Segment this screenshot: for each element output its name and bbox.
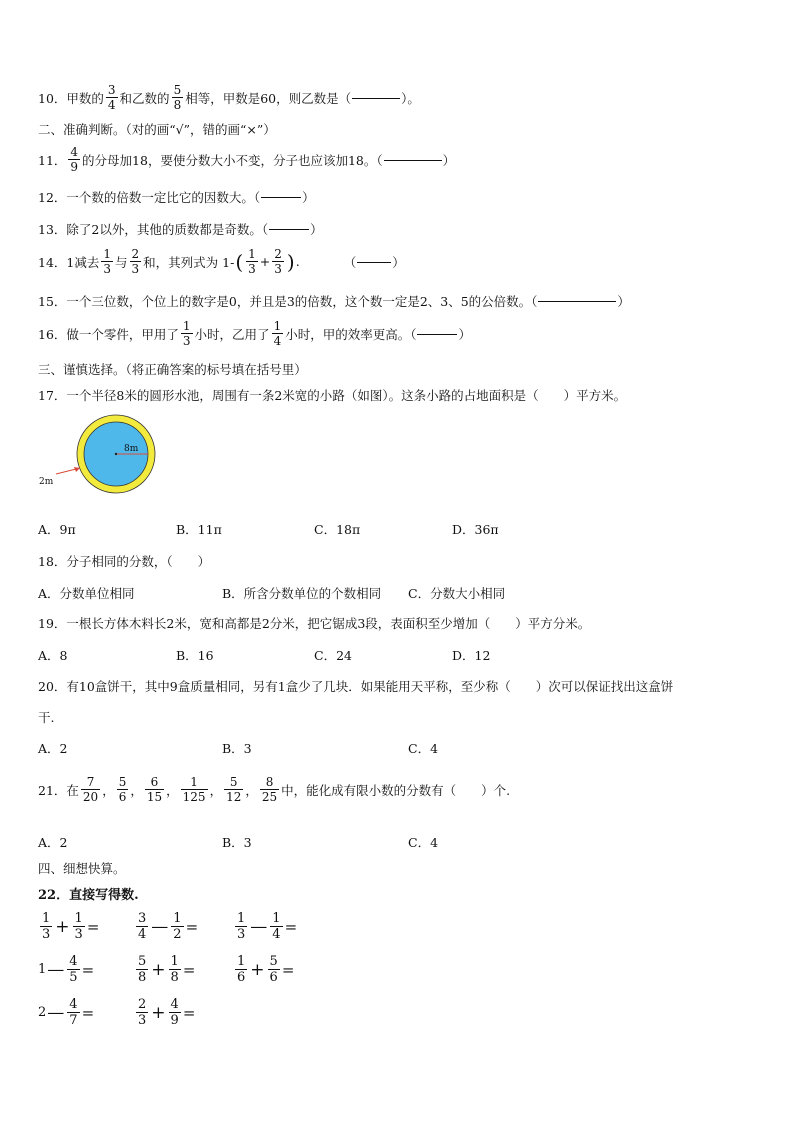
fraction: $\frac{1}{3}$	[103, 247, 111, 276]
option-c[interactable]: C．分数大小相同	[408, 586, 506, 601]
question-18: 18．分子相同的分数，（ ）	[38, 554, 211, 569]
fraction: $\frac{1}{8}$	[170, 954, 179, 985]
option-c[interactable]: C．4	[408, 835, 439, 850]
fraction: $\frac{7}{20}$	[82, 775, 99, 804]
fraction: $\frac{3}{4}$	[138, 911, 147, 942]
answer-blank[interactable]	[357, 261, 391, 263]
fraction: $\frac{4}{5}$	[69, 954, 78, 985]
fraction: $\frac{1}{3}$	[42, 911, 51, 942]
question-21: 21．在 $\frac{7}{20}$ ， $\frac{5}{6}$ ， $\frac{6}{15}$ ， $\frac{1}{125}$ ， $\frac{5}{12}$ ， $\frac{8}{25}$ 中，能化成有限小数的分数有（ ）个.	[38, 775, 511, 804]
question-19: 19．一根长方体木料长2米，宽和高都是2分米，把它锯成3段，表面积至少增加（ ）平方分米。	[38, 616, 591, 631]
question-20-cont: 干.	[38, 710, 55, 725]
option-d[interactable]: D．12	[452, 648, 491, 663]
option-b[interactable]: B．3	[222, 741, 252, 756]
calc-item: $\frac{3}{4}$ — $\frac{1}{2}$ =	[138, 911, 199, 942]
pool-diagram	[36, 414, 166, 494]
question-16: 16．做一个零件，甲用了 $\frac{1}{3}$ 小时，乙用了 $\frac{1}{4}$ 小时，甲的效率更高。（ ）	[38, 319, 471, 348]
option-c[interactable]: C．24	[314, 648, 352, 663]
fraction: $\frac{5}{12}$	[226, 775, 242, 804]
question-11: 11． $\frac{4}{9}$ 的分母加18，要使分数大小不变，分子也应该加18。（ ）	[38, 145, 456, 174]
question-10: 10．甲数的 $\frac{3}{4}$ 和乙数的 $\frac{5}{8}$ 相等，甲数是60，则乙数是（ ）。	[38, 83, 420, 112]
question-13: 13．除了2以外，其他的质数都是奇数。（ ）	[38, 222, 323, 237]
fraction: $\frac{1}{125}$	[182, 775, 206, 804]
option-b[interactable]: B．16	[176, 648, 214, 663]
calc-item: $\frac{1}{3}$ + $\frac{1}{3}$ =	[42, 911, 100, 942]
option-b[interactable]: B．3	[222, 835, 252, 850]
answer-blank[interactable]	[352, 97, 400, 99]
calc-item: $\frac{1}{3}$ — $\frac{1}{4}$ =	[237, 911, 298, 942]
question-14: 14．1减去 $\frac{1}{3}$ 与 $\frac{2}{3}$ 和，其列式为 1- ( $\frac{1}{3}$ + $\frac{2}{3}$ ) . （ ）	[38, 247, 405, 276]
fraction: $\frac{1}{3}$	[237, 911, 246, 942]
fraction: $\frac{1}{2}$	[173, 911, 182, 942]
calc-item: 1 — $\frac{4}{5}$ =	[38, 954, 95, 985]
fraction: $\frac{2}{3}$	[131, 247, 140, 276]
option-a[interactable]: A．9π	[38, 522, 76, 537]
option-a[interactable]: A．分数单位相同	[38, 586, 135, 601]
fraction: $\frac{1}{3}$	[248, 247, 256, 276]
question-12: 12．一个数的倍数一定比它的因数大。（ ）	[38, 190, 315, 205]
option-a[interactable]: A．2	[38, 741, 68, 756]
answer-blank[interactable]	[538, 300, 616, 302]
fraction: $\frac{5}{8}$	[138, 954, 147, 985]
question-22-title: 22．直接写得数.	[38, 888, 139, 903]
fraction: $\frac{4}{9}$	[70, 145, 79, 174]
fraction: $\frac{1}{4}$	[272, 911, 281, 942]
question-17: 17．一个半径8米的圆形水池，周围有一条2米宽的小路（如图）。这条小路的占地面积是（ ）平方米。	[38, 388, 627, 403]
section-4-title: 四、细想快算。	[38, 861, 126, 876]
fraction: $\frac{5}{8}$	[173, 83, 182, 112]
option-d[interactable]: D．36π	[452, 522, 499, 537]
option-a[interactable]: A．2	[38, 835, 68, 850]
answer-blank[interactable]	[384, 159, 442, 161]
fraction: $\frac{2}{3}$	[274, 247, 282, 276]
question-20: 20．有10盒饼干，其中9盒质量相同，另有1盒少了几块．如果能用天平称，至少称（ ）次可以保证找出这盒饼	[38, 679, 674, 694]
fraction: $\frac{1}{3}$	[182, 319, 191, 348]
answer-blank[interactable]	[417, 333, 457, 335]
fraction: $\frac{6}{15}$	[146, 775, 163, 804]
option-a[interactable]: A．8	[38, 648, 68, 663]
fraction: $\frac{5}{6}$	[118, 775, 127, 804]
answer-blank[interactable]	[261, 196, 301, 198]
fraction: $\frac{1}{3}$	[74, 911, 83, 942]
option-c[interactable]: C．18π	[314, 522, 361, 537]
fraction: $\frac{8}{25}$	[261, 775, 278, 804]
option-b[interactable]: B．所含分数单位的个数相同	[222, 586, 382, 601]
radius-label: 8m	[124, 444, 139, 454]
fraction: $\frac{4}{7}$	[69, 997, 78, 1028]
calc-item: $\frac{1}{6}$ + $\frac{5}{6}$ =	[237, 954, 295, 985]
section-3-title: 三、谨慎选择。（将正确答案的标号填在括号里）	[38, 362, 307, 377]
fraction: $\frac{3}{4}$	[107, 83, 116, 112]
option-b[interactable]: B．11π	[176, 522, 222, 537]
fraction: $\frac{1}{4}$	[273, 319, 282, 348]
question-15: 15．一个三位数，个位上的数字是0，并且是3的倍数，这个数一定是2、3、5的公倍数。（ ）	[38, 294, 630, 309]
fraction: $\frac{4}{9}$	[170, 997, 179, 1028]
width-label: 2m	[39, 477, 54, 487]
calc-item: $\frac{2}{3}$ + $\frac{4}{9}$ =	[138, 997, 196, 1028]
option-c[interactable]: C．4	[408, 741, 439, 756]
section-2-title: 二、准确判断。（对的画“√”，错的画“×”）	[38, 122, 276, 137]
calc-item: $\frac{5}{8}$ + $\frac{1}{8}$ =	[138, 954, 196, 985]
calc-item: 2 — $\frac{4}{7}$ =	[38, 997, 95, 1028]
fraction: $\frac{1}{6}$	[237, 954, 246, 985]
answer-blank[interactable]	[269, 228, 309, 230]
fraction: $\frac{5}{6}$	[269, 954, 278, 985]
fraction: $\frac{2}{3}$	[138, 997, 147, 1028]
